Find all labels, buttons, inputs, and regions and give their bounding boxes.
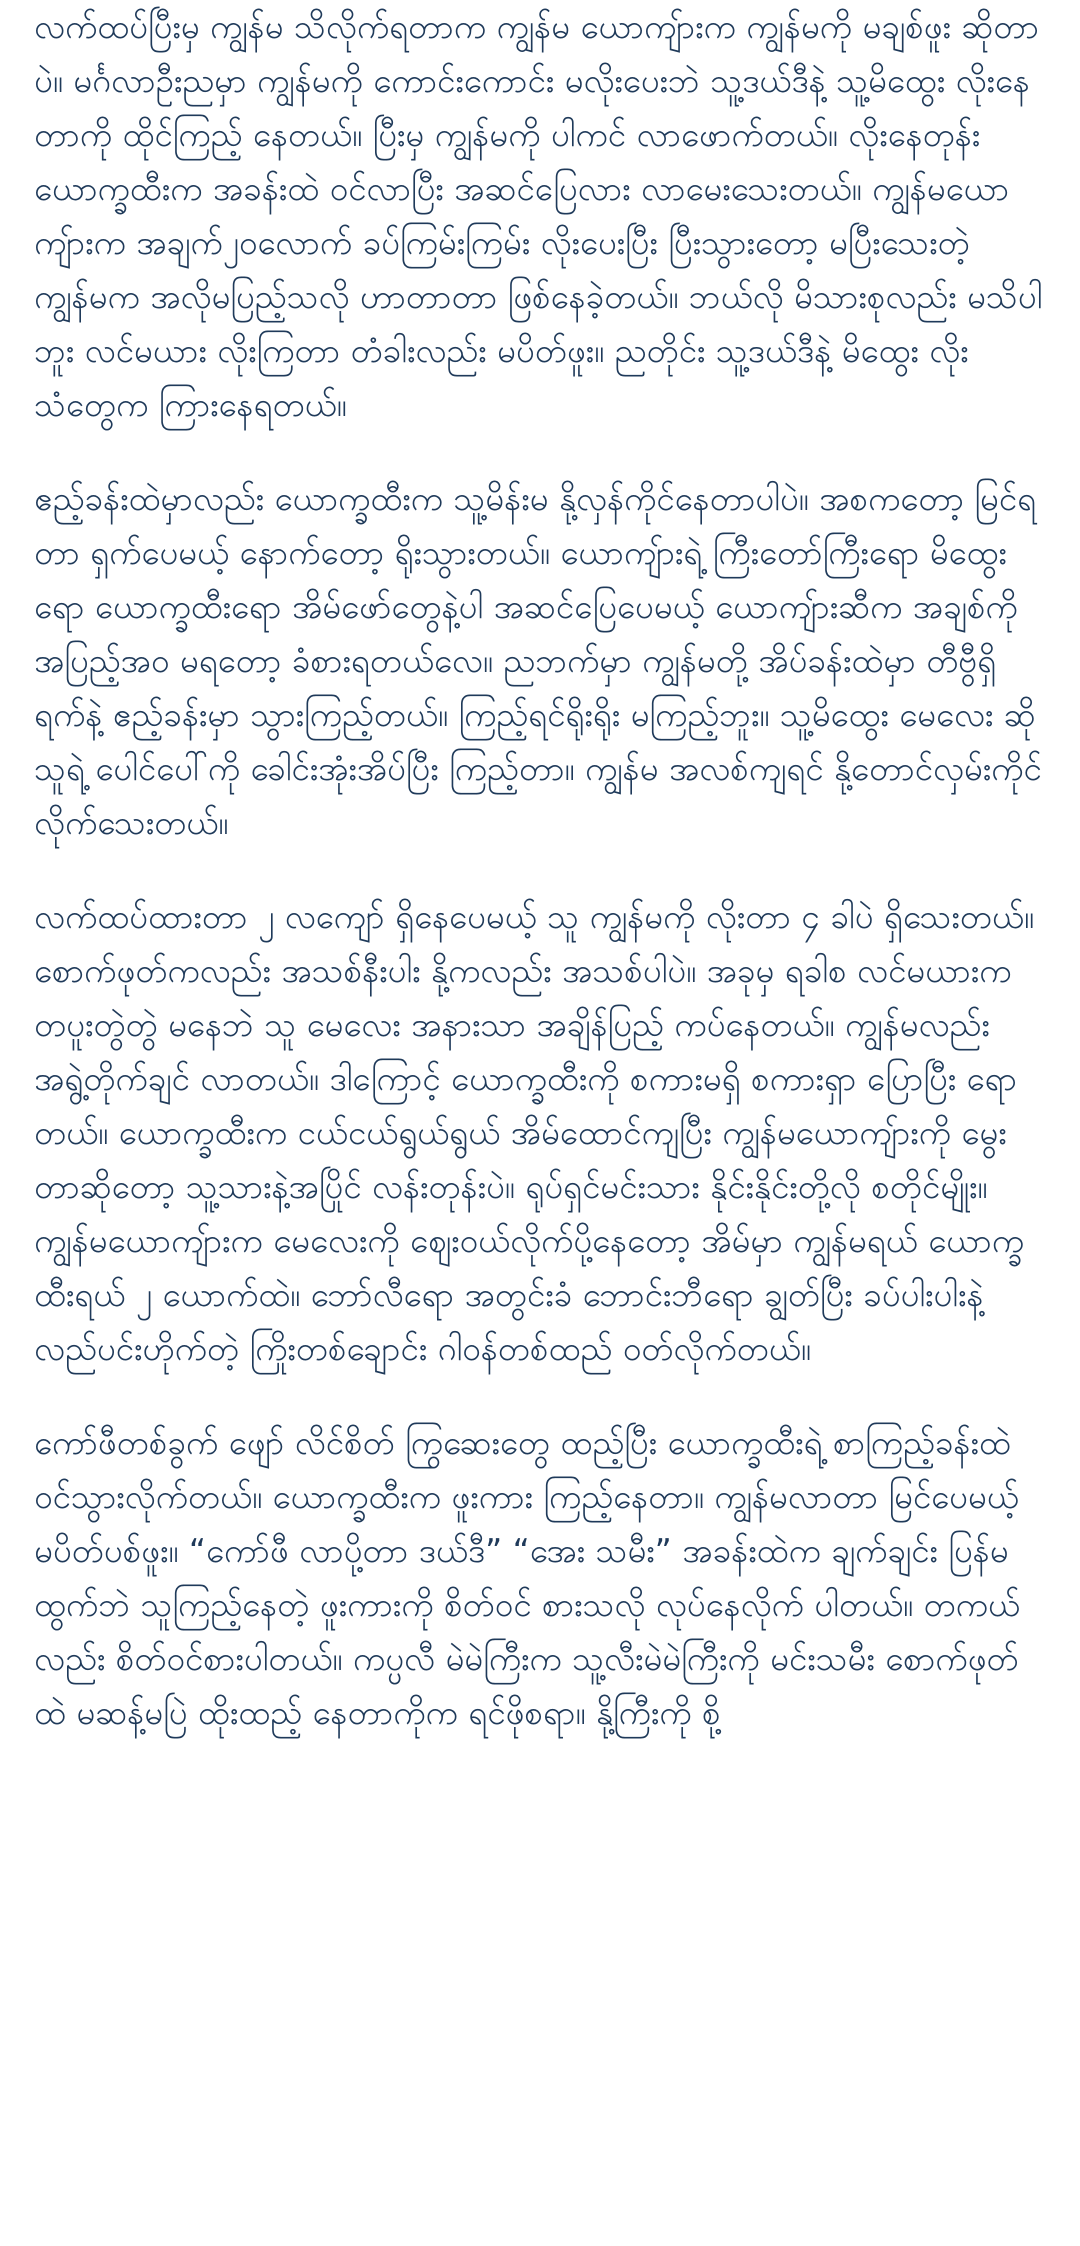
article-paragraph-2: ဧည့်ခန်းထဲမှာလည်း ယောက္ခထီးက သူ့မိန်းမ နို့လှန်ကိုင်နေတာပါပဲ။ အစကတော့ မြင်ရတာ ရှက်ပေမယ့် နောက်တော့ ရိုးသွားတယ်။ ယောကျ်ားရဲ့ ကြီးတော်ကြီးရော မိထွေးရော ယောက္ခထီးရော အိမ်ဖော်တွေနဲ့ပါ အဆင်ပြေပေမယ့် ယောကျ်ားဆီက အချစ်ကို အပြည့်အဝ မရတော့ ခံစားရတယ်လေ။ ညဘက်မှာ ကျွန်မတို့ အိပ်ခန်းထဲမှာ တီဗွီရှိရက်နဲ့ ဧည့်ခန်းမှာ သွားကြည့်တယ်။ ကြည့်ရင်ရိုးရိုး မကြည့်ဘူး။ သူ့မိထွေး မေလေး ဆိုသူရဲ့ ပေါင်ပေါ်ကို ခေါင်းအုံးအိပ်ပြီး ကြည့်တာ။ ကျွန်မ အလစ်ကျရင် နို့တောင်လှမ်းကိုင် လိုက်သေးတယ်။ [34, 479, 1042, 842]
article-paragraph-4: ကော်ဖီတစ်ခွက် ဖျော် လိင်စိတ် ကြွဆေးတွေ ထည့်ပြီး ယောက္ခထီးရဲ့ စာကြည့်ခန်းထဲ ဝင်သွားလိုက်တယ်။ ယောက္ခထီးက ဖူးကား ကြည့်နေတာ။ ကျွန်မလာတာ မြင်ပေမယ့် မပိတ်ပစ်ဖူး။ “ကော်ဖီ လာပို့တာ ဒယ်ဒီ” “အေး သမီး” အခန်းထဲက ချက်ချင်း ပြန်မထွက်ဘဲ သူကြည့်နေတဲ့ ဖူးကားကို စိတ်ဝင် စားသလို လုပ်နေလိုက် ပါတယ်။ တကယ်လည်း စိတ်ဝင်စားပါတယ်။ ကပ္ပလီ မဲမဲကြီးက သူ့လီးမဲမဲကြီးကို မင်းသမီး စောက်ဖုတ်ထဲ မဆန့်မပြဲ ထိုးထည့် နေတာကိုက ရင်ဖိုစရာ။ နို့ကြီးကို စို့ [34, 1423, 1020, 1732]
article-paragraph-1: လက်ထပ်ပြီးမှ ကျွန်မ သိလိုက်ရတာက ကျွန်မ ယောကျ်ားက ကျွန်မကို မချစ်ဖူး ဆိုတာပဲ။ မင်္ဂလာဦးညမှာ ကျွန်မကို ကောင်းကောင်း မလိုးပေးဘဲ သူ့ဒယ်ဒီနဲ့ သူ့မိထွေး လိုးနေတာကို ထိုင်ကြည့် နေတယ်။ ပြီးမှ ကျွန်မကို ပါကင် လာဖောက်တယ်။ လိုးနေတုန်း ယောက္ခထီးက အခန်းထဲ ဝင်လာပြီး အဆင်ပြေလား လာမေးသေးတယ်။ ကျွန်မယောကျ်ားက အချက်၂၀လောက် ခပ်ကြမ်းကြမ်း လိုးပေးပြီး ပြီးသွားတော့ မပြီးသေးတဲ့ ကျွန်မက အလိုမပြည့်သလို ဟာတာတာ ဖြစ်နေခဲ့တယ်။ ဘယ်လို မိသားစုလည်း မသိပါဘူး လင်မယား လိုးကြတာ တံခါးလည်း မပိတ်ဖူး။ ညတိုင်း သူ့ဒယ်ဒီနဲ့ မိထွေး လိုးသံတွေက ကြားနေရတယ်။ [34, 7, 1043, 424]
article-paragraph-3: လက်ထပ်ထားတာ ၂ လကျော် ရှိနေပေမယ့် သူ ကျွန်မကို လိုးတာ ၄ ခါပဲ ရှိသေးတယ်။ စောက်ဖုတ်ကလည်း အသစ်နီးပါး နို့ကလည်း အသစ်ပါပဲ။ အခုမှ ရခါစ လင်မယားက တပူးတွဲတွဲ မနေဘဲ သူ မေလေး အနားသာ အချိန်ပြည့် ကပ်နေတယ်။ ကျွန်မလည်း အရွဲ့တိုက်ချင် လာတယ်။ ဒါကြောင့် ယောက္ခထီးကို စကားမရှိ စကားရှာ ပြောပြီး ရောတယ်။ ယောက္ခထီးက ငယ်ငယ်ရွယ်ရွယ် အိမ်ထောင်ကျပြီး ကျွန်မယောကျ်ားကို မွေးတာဆိုတော့ သူ့သားနဲ့အပြိုင် လန်းတုန်းပဲ။ ရုပ်ရှင်မင်းသား နိုင်းနိုင်းတို့လို စတိုင်မျိုး။ ကျွန်မယောကျ်ားက မေလေးကို ဈေးဝယ်လိုက်ပို့နေတော့ အိမ်မှာ ကျွန်မရယ် ယောက္ခထီးရယ် ၂ ယောက်ထဲ။ ဘော်လီရော အတွင်းခံ ဘောင်းဘီရော ချွတ်ပြီး ခပ်ပါးပါးနဲ့ လည်ပင်းဟိုက်တဲ့ ကြိုးတစ်ချောင်း ဂါဝန်တစ်ထည် ဝတ်လိုက်တယ်။ [34, 897, 1034, 1368]
article-body [34, 0, 1046, 1780]
